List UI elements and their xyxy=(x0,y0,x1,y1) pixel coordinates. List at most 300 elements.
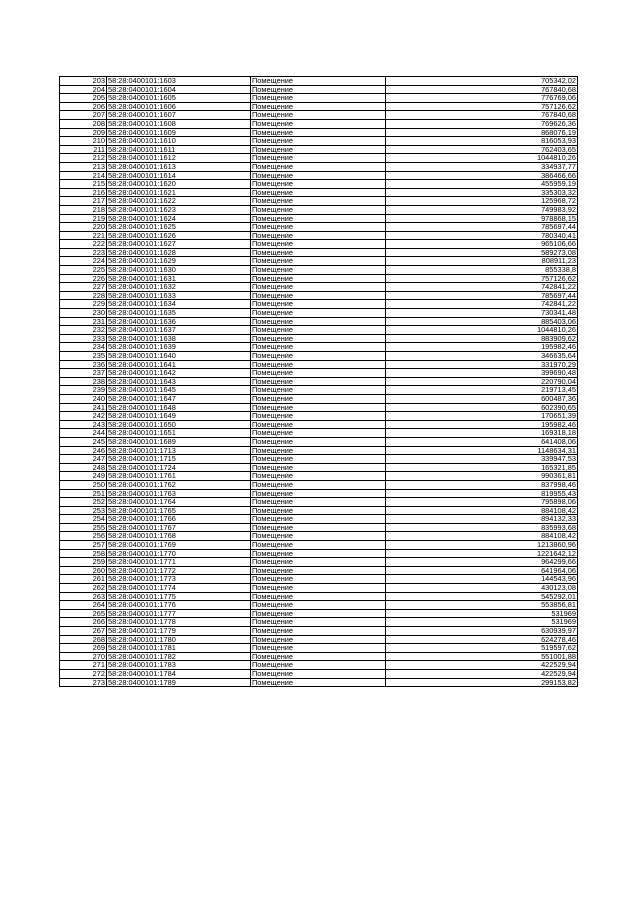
cadastral-number-cell: 58:28:0400101:1780 xyxy=(107,635,251,644)
cadastral-value-cell: 551001,88 xyxy=(386,652,578,661)
cadastral-number-cell: 58:28:0400101:1770 xyxy=(107,549,251,558)
table-row xyxy=(60,489,578,498)
cadastral-number-cell: 58:28:0400101:1769 xyxy=(107,541,251,550)
object-type-cell: Помещение xyxy=(251,472,386,481)
cadastral-value-cell: 780340,41 xyxy=(386,231,578,240)
table-row xyxy=(60,197,578,206)
object-type-cell: Помещение xyxy=(251,266,386,275)
cadastral-number-cell: 58:28:0400101:1781 xyxy=(107,644,251,653)
row-number-cell: 270 xyxy=(60,652,107,661)
cadastral-number-cell: 58:28:0400101:1610 xyxy=(107,137,251,146)
table-row xyxy=(60,77,578,86)
table-row xyxy=(60,102,578,111)
cadastral-value-cell: 762403,65 xyxy=(386,145,578,154)
table-row xyxy=(60,300,578,309)
table-row xyxy=(60,437,578,446)
cadastral-number-cell: 58:28:0400101:1628 xyxy=(107,248,251,257)
cadastral-value-cell: 1044810,26 xyxy=(386,326,578,335)
table-row xyxy=(60,180,578,189)
row-number-cell: 249 xyxy=(60,472,107,481)
object-type-cell: Помещение xyxy=(251,352,386,361)
object-type-cell: Помещение xyxy=(251,652,386,661)
cadastral-value-cell: 835993,68 xyxy=(386,523,578,532)
object-type-cell: Помещение xyxy=(251,394,386,403)
cadastral-value-cell: 531969 xyxy=(386,609,578,618)
cadastral-number-cell: 58:28:0400101:1621 xyxy=(107,188,251,197)
table-row xyxy=(60,119,578,128)
table-row xyxy=(60,248,578,257)
cadastral-number-cell: 58:28:0400101:1766 xyxy=(107,515,251,524)
cadastral-value-cell: 455959,19 xyxy=(386,180,578,189)
table-row xyxy=(60,506,578,515)
cadastral-number-cell: 58:28:0400101:1779 xyxy=(107,627,251,636)
table-row xyxy=(60,205,578,214)
cadastral-value-cell: 624278,46 xyxy=(386,635,578,644)
object-type-cell: Помещение xyxy=(251,231,386,240)
cadastral-number-cell: 58:28:0400101:1773 xyxy=(107,575,251,584)
cadastral-value-cell: 195982,46 xyxy=(386,343,578,352)
table-row xyxy=(60,429,578,438)
table-row xyxy=(60,291,578,300)
row-number-cell: 209 xyxy=(60,128,107,137)
cadastral-value-cell: 641408,06 xyxy=(386,437,578,446)
cadastral-number-cell: 58:28:0400101:1762 xyxy=(107,480,251,489)
cadastral-number-cell: 58:28:0400101:1631 xyxy=(107,274,251,283)
cadastral-number-cell: 58:28:0400101:1627 xyxy=(107,240,251,249)
row-number-cell: 268 xyxy=(60,635,107,644)
table-row xyxy=(60,463,578,472)
row-number-cell: 220 xyxy=(60,223,107,232)
object-type-cell: Помещение xyxy=(251,627,386,636)
row-number-cell: 241 xyxy=(60,403,107,412)
table-row xyxy=(60,154,578,163)
table-row xyxy=(60,111,578,120)
object-type-cell: Помещение xyxy=(251,369,386,378)
cadastral-number-cell: 58:28:0400101:1767 xyxy=(107,523,251,532)
cadastral-value-cell: 785697,44 xyxy=(386,223,578,232)
row-number-cell: 250 xyxy=(60,480,107,489)
cadastral-value-cell: 1221642,12 xyxy=(386,549,578,558)
cadastral-number-cell: 58:28:0400101:1641 xyxy=(107,360,251,369)
row-number-cell: 233 xyxy=(60,334,107,343)
object-type-cell: Помещение xyxy=(251,128,386,137)
object-type-cell: Помещение xyxy=(251,248,386,257)
row-number-cell: 216 xyxy=(60,188,107,197)
object-type-cell: Помещение xyxy=(251,523,386,532)
cadastral-number-cell: 58:28:0400101:1784 xyxy=(107,669,251,678)
table-row xyxy=(60,334,578,343)
table-row xyxy=(60,652,578,661)
cadastral-number-cell: 58:28:0400101:1650 xyxy=(107,420,251,429)
object-type-cell: Помещение xyxy=(251,566,386,575)
property-table xyxy=(59,76,578,687)
table-row xyxy=(60,274,578,283)
row-number-cell: 240 xyxy=(60,394,107,403)
cadastral-value-cell: 884108,42 xyxy=(386,506,578,515)
cadastral-number-cell: 58:28:0400101:1612 xyxy=(107,154,251,163)
cadastral-value-cell: 837998,46 xyxy=(386,480,578,489)
cadastral-value-cell: 630939,97 xyxy=(386,627,578,636)
object-type-cell: Помещение xyxy=(251,549,386,558)
cadastral-value-cell: 884108,42 xyxy=(386,532,578,541)
object-type-cell: Помещение xyxy=(251,326,386,335)
object-type-cell: Помещение xyxy=(251,403,386,412)
cadastral-number-cell: 58:28:0400101:1761 xyxy=(107,472,251,481)
object-type-cell: Помещение xyxy=(251,145,386,154)
row-number-cell: 266 xyxy=(60,618,107,627)
table-row xyxy=(60,128,578,137)
row-number-cell: 226 xyxy=(60,274,107,283)
object-type-cell: Помещение xyxy=(251,463,386,472)
object-type-cell: Помещение xyxy=(251,188,386,197)
object-type-cell: Помещение xyxy=(251,592,386,601)
cadastral-value-cell: 1044810,26 xyxy=(386,154,578,163)
row-number-cell: 238 xyxy=(60,377,107,386)
cadastral-number-cell: 58:28:0400101:1764 xyxy=(107,498,251,507)
cadastral-number-cell: 58:28:0400101:1620 xyxy=(107,180,251,189)
cadastral-number-cell: 58:28:0400101:1647 xyxy=(107,394,251,403)
row-number-cell: 219 xyxy=(60,214,107,223)
table-row xyxy=(60,566,578,575)
object-type-cell: Помещение xyxy=(251,541,386,550)
object-type-cell: Помещение xyxy=(251,309,386,318)
table-row xyxy=(60,532,578,541)
row-number-cell: 230 xyxy=(60,309,107,318)
object-type-cell: Помещение xyxy=(251,360,386,369)
cadastral-number-cell: 58:28:0400101:1648 xyxy=(107,403,251,412)
table-row xyxy=(60,240,578,249)
object-type-cell: Помещение xyxy=(251,119,386,128)
row-number-cell: 246 xyxy=(60,446,107,455)
table-row xyxy=(60,394,578,403)
cadastral-value-cell: 757126,62 xyxy=(386,102,578,111)
cadastral-value-cell: 855338,8 xyxy=(386,266,578,275)
row-number-cell: 217 xyxy=(60,197,107,206)
row-number-cell: 244 xyxy=(60,429,107,438)
cadastral-value-cell: 990361,81 xyxy=(386,472,578,481)
cadastral-number-cell: 58:28:0400101:1643 xyxy=(107,377,251,386)
row-number-cell: 265 xyxy=(60,609,107,618)
cadastral-value-cell: 219713,45 xyxy=(386,386,578,395)
cadastral-number-cell: 58:28:0400101:1624 xyxy=(107,214,251,223)
object-type-cell: Помещение xyxy=(251,343,386,352)
cadastral-value-cell: 767840,68 xyxy=(386,85,578,94)
object-type-cell: Помещение xyxy=(251,429,386,438)
table-row xyxy=(60,601,578,610)
cadastral-value-cell: 220790,04 xyxy=(386,377,578,386)
table-row xyxy=(60,343,578,352)
cadastral-number-cell: 58:28:0400101:1630 xyxy=(107,266,251,275)
cadastral-value-cell: 346635,64 xyxy=(386,352,578,361)
object-type-cell: Помещение xyxy=(251,601,386,610)
row-number-cell: 261 xyxy=(60,575,107,584)
cadastral-number-cell: 58:28:0400101:1638 xyxy=(107,334,251,343)
table-row xyxy=(60,446,578,455)
row-number-cell: 258 xyxy=(60,549,107,558)
object-type-cell: Помещение xyxy=(251,94,386,103)
cadastral-number-cell: 58:28:0400101:1636 xyxy=(107,317,251,326)
cadastral-value-cell: 1213860,96 xyxy=(386,541,578,550)
row-number-cell: 232 xyxy=(60,326,107,335)
cadastral-number-cell: 58:28:0400101:1614 xyxy=(107,171,251,180)
row-number-cell: 242 xyxy=(60,412,107,421)
cadastral-number-cell: 58:28:0400101:1625 xyxy=(107,223,251,232)
row-number-cell: 229 xyxy=(60,300,107,309)
cadastral-number-cell: 58:28:0400101:1789 xyxy=(107,678,251,687)
table-row xyxy=(60,317,578,326)
table-row xyxy=(60,283,578,292)
row-number-cell: 267 xyxy=(60,627,107,636)
cadastral-value-cell: 170651,39 xyxy=(386,412,578,421)
row-number-cell: 273 xyxy=(60,678,107,687)
cadastral-value-cell: 531969 xyxy=(386,618,578,627)
object-type-cell: Помещение xyxy=(251,205,386,214)
table-row xyxy=(60,575,578,584)
cadastral-number-cell: 58:28:0400101:1613 xyxy=(107,162,251,171)
row-number-cell: 253 xyxy=(60,506,107,515)
table-row xyxy=(60,214,578,223)
cadastral-number-cell: 58:28:0400101:1640 xyxy=(107,352,251,361)
object-type-cell: Помещение xyxy=(251,291,386,300)
table-row xyxy=(60,420,578,429)
object-type-cell: Помещение xyxy=(251,214,386,223)
row-number-cell: 271 xyxy=(60,661,107,670)
object-type-cell: Помещение xyxy=(251,180,386,189)
object-type-cell: Помещение xyxy=(251,240,386,249)
object-type-cell: Помещение xyxy=(251,532,386,541)
table-row xyxy=(60,635,578,644)
row-number-cell: 255 xyxy=(60,523,107,532)
cadastral-value-cell: 641964,06 xyxy=(386,566,578,575)
row-number-cell: 224 xyxy=(60,257,107,266)
cadastral-value-cell: 331970,29 xyxy=(386,360,578,369)
row-number-cell: 211 xyxy=(60,145,107,154)
object-type-cell: Помещение xyxy=(251,386,386,395)
table-row xyxy=(60,403,578,412)
cadastral-value-cell: 422529,94 xyxy=(386,669,578,678)
cadastral-number-cell: 58:28:0400101:1607 xyxy=(107,111,251,120)
row-number-cell: 212 xyxy=(60,154,107,163)
table-row xyxy=(60,523,578,532)
cadastral-number-cell: 58:28:0400101:1623 xyxy=(107,205,251,214)
table-row xyxy=(60,326,578,335)
cadastral-value-cell: 1148634,31 xyxy=(386,446,578,455)
table-row xyxy=(60,171,578,180)
cadastral-value-cell: 749983,92 xyxy=(386,205,578,214)
object-type-cell: Помещение xyxy=(251,77,386,86)
object-type-cell: Помещение xyxy=(251,223,386,232)
table-row xyxy=(60,369,578,378)
row-number-cell: 204 xyxy=(60,85,107,94)
object-type-cell: Помещение xyxy=(251,420,386,429)
table-row xyxy=(60,352,578,361)
cadastral-value-cell: 705342,02 xyxy=(386,77,578,86)
row-number-cell: 245 xyxy=(60,437,107,446)
cadastral-number-cell: 58:28:0400101:1632 xyxy=(107,283,251,292)
cadastral-value-cell: 785697,44 xyxy=(386,291,578,300)
cadastral-number-cell: 58:28:0400101:1642 xyxy=(107,369,251,378)
row-number-cell: 218 xyxy=(60,205,107,214)
object-type-cell: Помещение xyxy=(251,85,386,94)
cadastral-value-cell: 125968,72 xyxy=(386,197,578,206)
cadastral-number-cell: 58:28:0400101:1639 xyxy=(107,343,251,352)
table-row xyxy=(60,592,578,601)
row-number-cell: 231 xyxy=(60,317,107,326)
table-row xyxy=(60,377,578,386)
object-type-cell: Помещение xyxy=(251,558,386,567)
row-number-cell: 251 xyxy=(60,489,107,498)
object-type-cell: Помещение xyxy=(251,678,386,687)
object-type-cell: Помещение xyxy=(251,300,386,309)
cadastral-number-cell: 58:28:0400101:1645 xyxy=(107,386,251,395)
row-number-cell: 206 xyxy=(60,102,107,111)
row-number-cell: 223 xyxy=(60,248,107,257)
row-number-cell: 248 xyxy=(60,463,107,472)
cadastral-number-cell: 58:28:0400101:1715 xyxy=(107,455,251,464)
cadastral-value-cell: 430123,08 xyxy=(386,584,578,593)
cadastral-value-cell: 730341,48 xyxy=(386,309,578,318)
row-number-cell: 234 xyxy=(60,343,107,352)
table-row xyxy=(60,627,578,636)
table-row xyxy=(60,661,578,670)
cadastral-value-cell: 742841,22 xyxy=(386,300,578,309)
object-type-cell: Помещение xyxy=(251,377,386,386)
table-row xyxy=(60,515,578,524)
cadastral-number-cell: 58:28:0400101:1629 xyxy=(107,257,251,266)
row-number-cell: 227 xyxy=(60,283,107,292)
object-type-cell: Помещение xyxy=(251,609,386,618)
object-type-cell: Помещение xyxy=(251,102,386,111)
row-number-cell: 264 xyxy=(60,601,107,610)
row-number-cell: 236 xyxy=(60,360,107,369)
object-type-cell: Помещение xyxy=(251,480,386,489)
table-row xyxy=(60,231,578,240)
cadastral-value-cell: 545292,01 xyxy=(386,592,578,601)
row-number-cell: 262 xyxy=(60,584,107,593)
object-type-cell: Помещение xyxy=(251,197,386,206)
table-row xyxy=(60,94,578,103)
cadastral-number-cell: 58:28:0400101:1633 xyxy=(107,291,251,300)
object-type-cell: Помещение xyxy=(251,334,386,343)
row-number-cell: 208 xyxy=(60,119,107,128)
row-number-cell: 225 xyxy=(60,266,107,275)
row-number-cell: 254 xyxy=(60,515,107,524)
row-number-cell: 269 xyxy=(60,644,107,653)
object-type-cell: Помещение xyxy=(251,506,386,515)
row-number-cell: 214 xyxy=(60,171,107,180)
cadastral-number-cell: 58:28:0400101:1782 xyxy=(107,652,251,661)
cadastral-number-cell: 58:28:0400101:1783 xyxy=(107,661,251,670)
table-row xyxy=(60,678,578,687)
row-number-cell: 243 xyxy=(60,420,107,429)
object-type-cell: Помещение xyxy=(251,644,386,653)
row-number-cell: 247 xyxy=(60,455,107,464)
object-type-cell: Помещение xyxy=(251,669,386,678)
table-row xyxy=(60,584,578,593)
cadastral-value-cell: 819955,43 xyxy=(386,489,578,498)
row-number-cell: 215 xyxy=(60,180,107,189)
object-type-cell: Помещение xyxy=(251,137,386,146)
cadastral-value-cell: 795898,06 xyxy=(386,498,578,507)
object-type-cell: Помещение xyxy=(251,498,386,507)
row-number-cell: 252 xyxy=(60,498,107,507)
row-number-cell: 237 xyxy=(60,369,107,378)
cadastral-value-cell: 169318,18 xyxy=(386,429,578,438)
cadastral-value-cell: 978868,15 xyxy=(386,214,578,223)
cadastral-number-cell: 58:28:0400101:1772 xyxy=(107,566,251,575)
cadastral-value-cell: 335303,32 xyxy=(386,188,578,197)
cadastral-value-cell: 600487,36 xyxy=(386,394,578,403)
table-row xyxy=(60,609,578,618)
object-type-cell: Помещение xyxy=(251,437,386,446)
table-row xyxy=(60,309,578,318)
cadastral-number-cell: 58:28:0400101:1649 xyxy=(107,412,251,421)
table-row xyxy=(60,223,578,232)
cadastral-number-cell: 58:28:0400101:1713 xyxy=(107,446,251,455)
cadastral-value-cell: 883909,62 xyxy=(386,334,578,343)
row-number-cell: 222 xyxy=(60,240,107,249)
object-type-cell: Помещение xyxy=(251,171,386,180)
cadastral-value-cell: 776769,06 xyxy=(386,94,578,103)
cadastral-number-cell: 58:28:0400101:1604 xyxy=(107,85,251,94)
table-row xyxy=(60,541,578,550)
cadastral-number-cell: 58:28:0400101:1611 xyxy=(107,145,251,154)
cadastral-value-cell: 808911,23 xyxy=(386,257,578,266)
cadastral-value-cell: 602390,65 xyxy=(386,403,578,412)
cadastral-value-cell: 589273,08 xyxy=(386,248,578,257)
cadastral-number-cell: 58:28:0400101:1724 xyxy=(107,463,251,472)
cadastral-value-cell: 742841,22 xyxy=(386,283,578,292)
object-type-cell: Помещение xyxy=(251,317,386,326)
cadastral-value-cell: 299153,82 xyxy=(386,678,578,687)
object-type-cell: Помещение xyxy=(251,635,386,644)
cadastral-value-cell: 165321,85 xyxy=(386,463,578,472)
row-number-cell: 213 xyxy=(60,162,107,171)
cadastral-number-cell: 58:28:0400101:1778 xyxy=(107,618,251,627)
row-number-cell: 205 xyxy=(60,94,107,103)
cadastral-value-cell: 339947,53 xyxy=(386,455,578,464)
cadastral-number-cell: 58:28:0400101:1771 xyxy=(107,558,251,567)
object-type-cell: Помещение xyxy=(251,575,386,584)
cadastral-value-cell: 868076,19 xyxy=(386,128,578,137)
table-row xyxy=(60,472,578,481)
cadastral-number-cell: 58:28:0400101:1651 xyxy=(107,429,251,438)
cadastral-number-cell: 58:28:0400101:1609 xyxy=(107,128,251,137)
row-number-cell: 259 xyxy=(60,558,107,567)
table-row xyxy=(60,162,578,171)
cadastral-value-cell: 386466,66 xyxy=(386,171,578,180)
object-type-cell: Помещение xyxy=(251,661,386,670)
object-type-cell: Помещение xyxy=(251,446,386,455)
object-type-cell: Помещение xyxy=(251,257,386,266)
table-row xyxy=(60,549,578,558)
cadastral-value-cell: 553856,81 xyxy=(386,601,578,610)
cadastral-number-cell: 58:28:0400101:1622 xyxy=(107,197,251,206)
table-body xyxy=(60,77,578,687)
table-row xyxy=(60,412,578,421)
object-type-cell: Помещение xyxy=(251,455,386,464)
cadastral-value-cell: 816053,93 xyxy=(386,137,578,146)
cadastral-number-cell: 58:28:0400101:1765 xyxy=(107,506,251,515)
row-number-cell: 239 xyxy=(60,386,107,395)
cadastral-number-cell: 58:28:0400101:1775 xyxy=(107,592,251,601)
row-number-cell: 203 xyxy=(60,77,107,86)
cadastral-number-cell: 58:28:0400101:1635 xyxy=(107,309,251,318)
cadastral-number-cell: 58:28:0400101:1768 xyxy=(107,532,251,541)
cadastral-value-cell: 965106,66 xyxy=(386,240,578,249)
cadastral-value-cell: 769626,36 xyxy=(386,119,578,128)
table-row xyxy=(60,85,578,94)
